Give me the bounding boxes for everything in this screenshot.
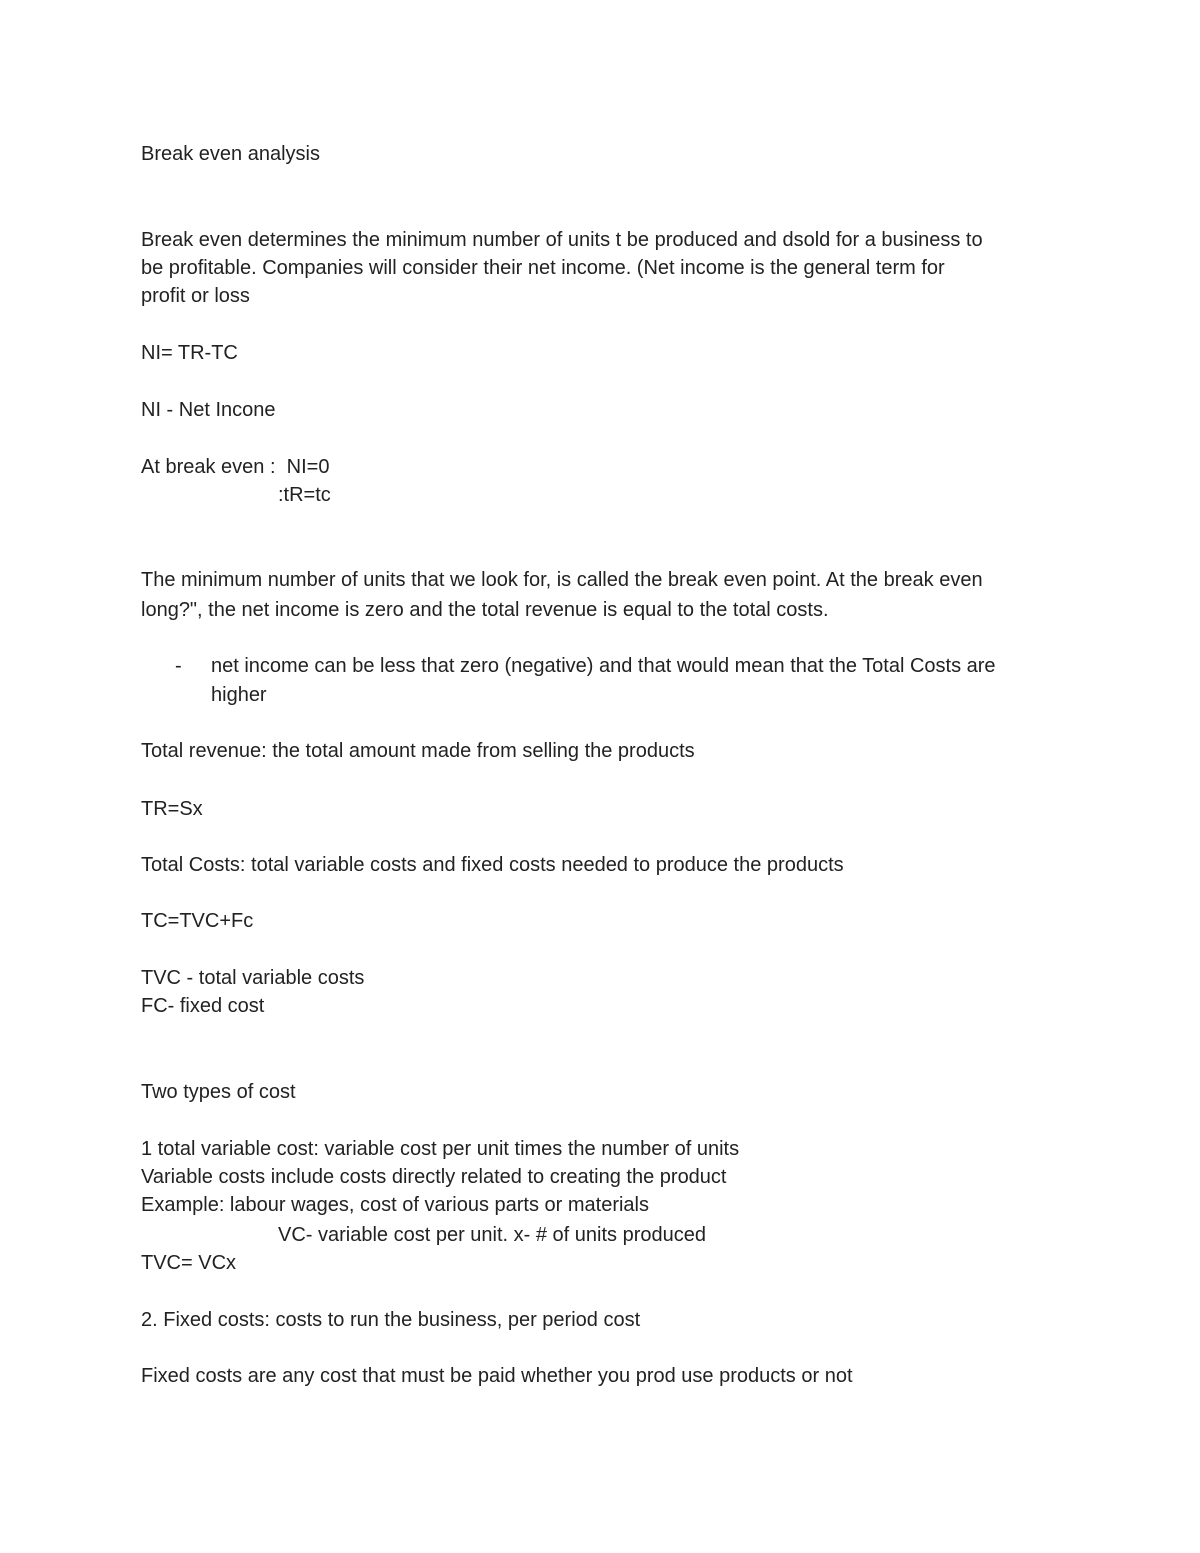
break-even-point-paragraph-line: long?", the net income is zero and the total revenue is equal to the total costs. [141,599,829,621]
total-revenue-formula: TR=Sx [141,798,203,820]
break-even-point-paragraph-line: The minimum number of units that we look for, is called the break even point. At the break even [141,569,983,591]
variable-cost-line: Example: labour wages, cost of various parts or materials [141,1194,649,1216]
intro-paragraph-line: Break even determines the minimum number of units t be produced and dsold for a business to [141,229,983,251]
net-income-formula: NI= TR-TC [141,342,238,364]
break-even-condition: At break even : NI=0 [141,456,330,478]
intro-paragraph-line: profit or loss [141,285,250,307]
fc-definition: FC- fixed cost [141,995,265,1017]
tvc-definition: TVC - total variable costs [141,967,365,989]
bullet-item-line: higher [211,684,267,706]
two-types-heading: Two types of cost [141,1081,296,1103]
variable-cost-line: Variable costs include costs directly related to creating the product [141,1166,727,1188]
intro-paragraph-line: be profitable. Companies will consider their net income. (Net income is the general term for [141,257,945,279]
bullet-item-line: net income can be less that zero (negative) and that would mean that the Total Costs are [211,655,996,677]
variable-cost-line: 1 total variable cost: variable cost per unit times the number of units [141,1138,740,1160]
net-income-definition: NI - Net Incone [141,399,276,421]
variable-cost-line: VC- variable cost per unit. x- # of units produced [278,1224,706,1246]
fixed-costs-heading: 2. Fixed costs: costs to run the business, per period cost [141,1309,641,1331]
fixed-costs-definition: Fixed costs are any cost that must be paid whether you prod use products or not [141,1365,853,1387]
total-costs-formula: TC=TVC+Fc [141,910,254,932]
document-title: Break even analysis [141,143,320,165]
break-even-condition-continued: :tR=tc [278,484,331,506]
bullet-dash-marker: - [175,655,182,677]
total-revenue-definition: Total revenue: the total amount made from selling the products [141,740,695,762]
total-costs-definition: Total Costs: total variable costs and fixed costs needed to produce the products [141,854,844,876]
tvc-formula: TVC= VCx [141,1252,237,1274]
